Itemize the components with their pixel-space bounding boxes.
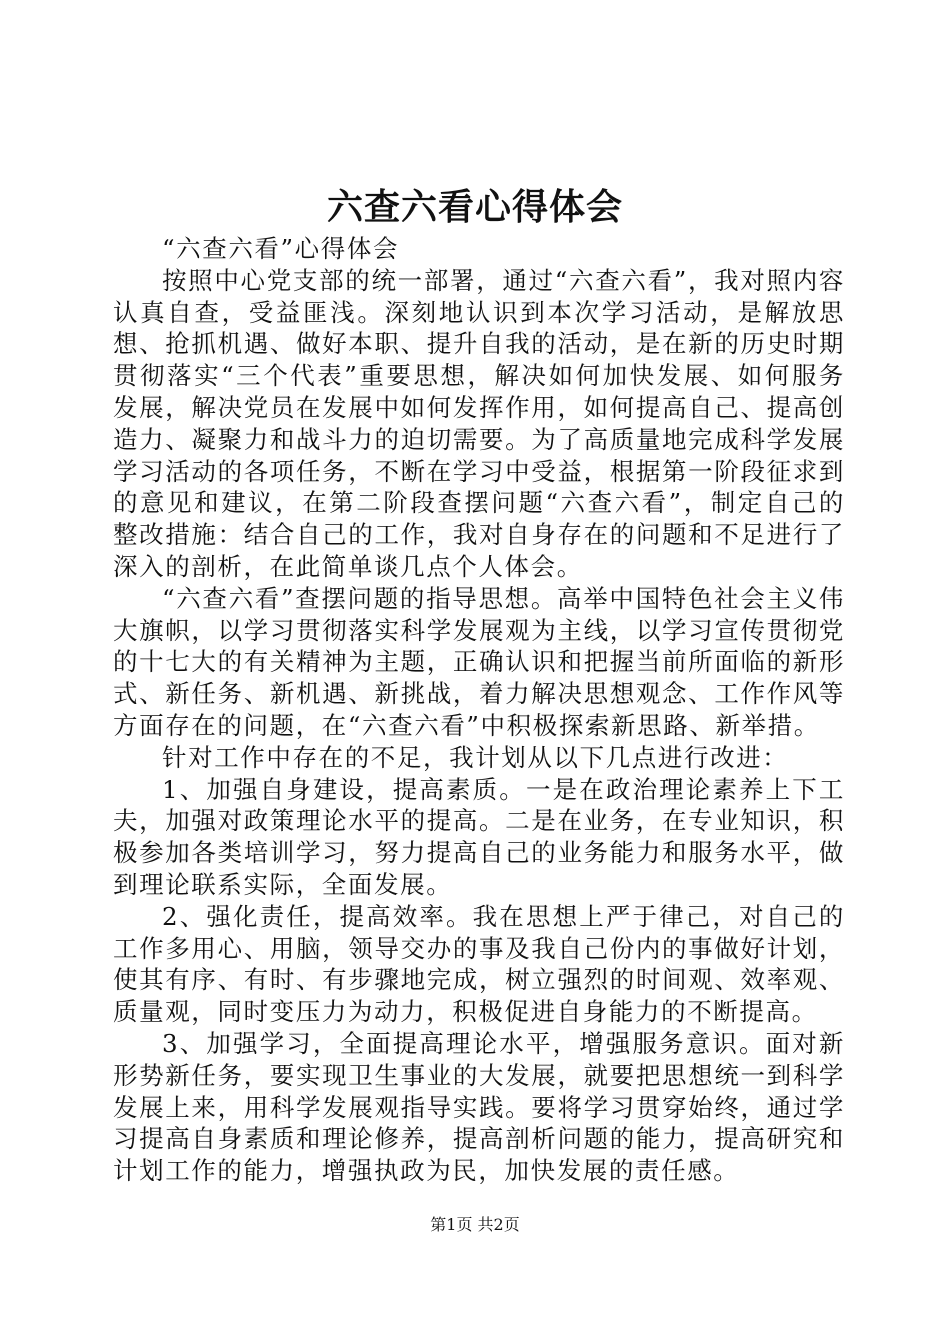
intro-paragraph: 按照中心党支部的统一部署，通过“六查六看”，我对照内容认真自查，受益匪浅。深刻地认识到本次学习活动，是解放思想、抢抓机遇、做好本职、提升自我的活动，是在新的历史时期贯彻落实“三个代表”重要思想，解决如何加快发展、如何服务发展，解决党员在发展中如何发挥作用，如何提高自己、提高创造力、凝聚力和战斗力的迫切需要。为了高质量地完成科学发展学习活动的各项任务，不断在学习中受益，根据第一阶段征求到的意见和建议，在第二阶段查摆问题“六查六看”，制定自己的整改措施：结合自己的工作，我对自身存在的问题和不足进行了深入的剖析，在此简单谈几点个人体会。 bbox=[113, 265, 845, 581]
improvement-intro-paragraph: 针对工作中存在的不足，我计划从以下几点进行改进： bbox=[162, 742, 789, 772]
guiding-thought-paragraph: “六查六看”查摆问题的指导思想。高举中国特色社会主义伟大旗帜，以学习贯彻落实科学发展观为主线，以学习宣传贯彻党的十七大的有关精神为主题，正确认识和把握当前所面临的新形式、新任务、新机遇、新挑战，着力解决思想观念、工作作风等方面存在的问题，在“六查六看”中积极探索新思路、新举措。 bbox=[113, 583, 845, 740]
improvement-item-1: 1、加强自身建设，提高素质。一是在政治理论素养上下工夫，加强对政策理论水平的提高。二是在业务，在专业知识，积极参加各类培训学习，努力提高自己的业务能力和服务水平，做到理论联系实际，全面发展。 bbox=[113, 774, 845, 899]
improvement-item-3: 3、加强学习，全面提高理论水平，增强服务意识。面对新形势新任务，要实现卫生事业的大发展，就要把思想统一到科学发展上来，用科学发展观指导实践。要将学习贯穿始终，通过学习提高自身素质和理论修养，提高剖析问题的能力，提高研究和计划工作的能力，增强执政为民，加快发展的责任感。 bbox=[113, 1028, 845, 1186]
subtitle-paragraph: “六查六看”心得体会 bbox=[162, 234, 400, 263]
document-title: 六查六看心得体会 bbox=[326, 186, 623, 228]
page-footer: 第1页 共2页 bbox=[430, 1215, 520, 1234]
document-body bbox=[113, 233, 845, 1187]
improvement-item-2: 2、强化责任，提高效率。我在思想上严于律己，对自己的工作多用心、用脑，领导交办的事及我自己份内的事做好计划，使其有序、有时、有步骤地完成，树立强烈的时间观、效率观、质量观，同时变压力为动力，积极促进自身能力的不断提高。 bbox=[113, 901, 845, 1027]
